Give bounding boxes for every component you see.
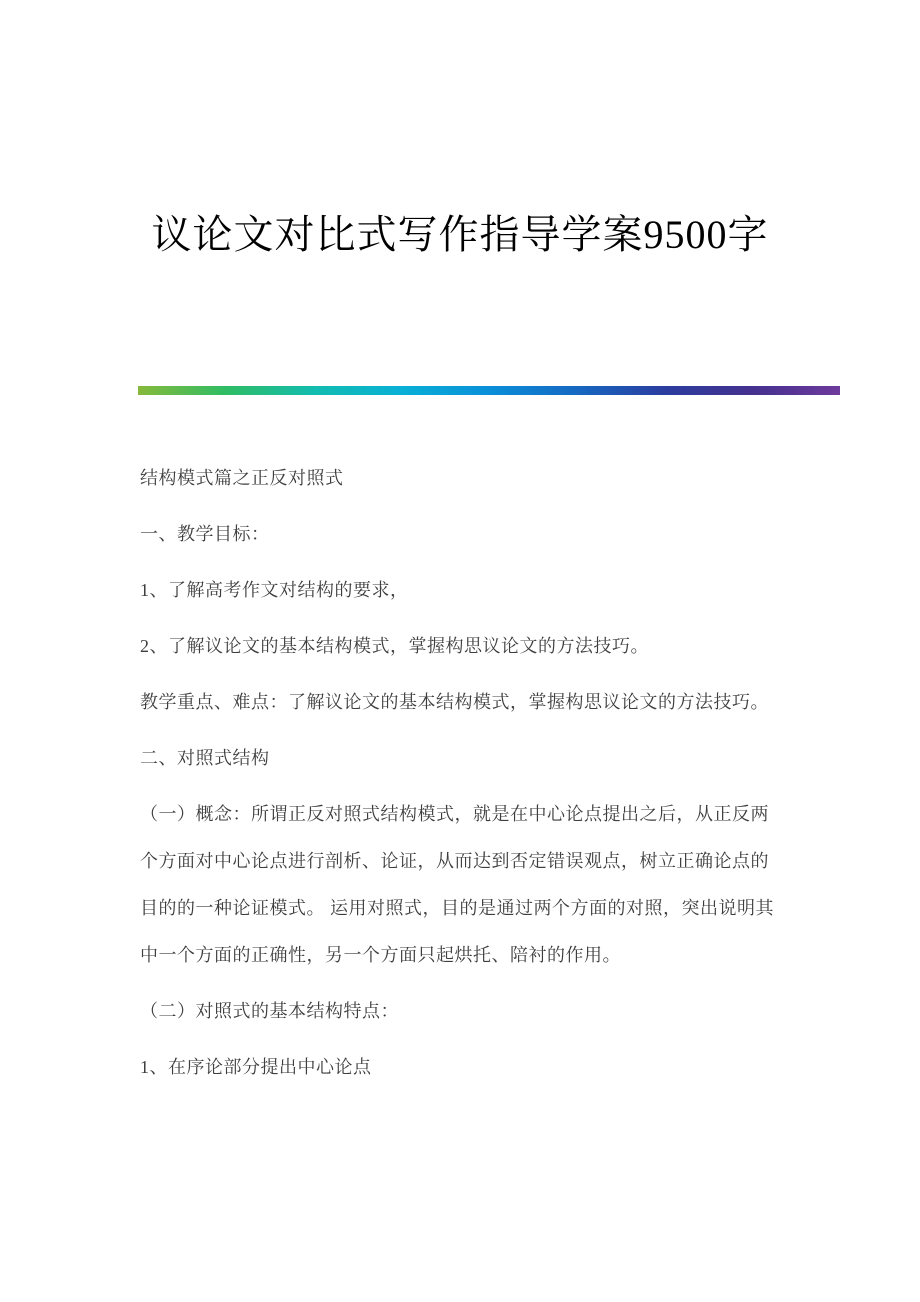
text-line: 2、了解议论文的基本结构模式，掌握构思议论文的方法技巧。 [140, 636, 649, 656]
text-line: 一、教学目标： [140, 524, 270, 544]
text-line: 二、对照式结构 [140, 748, 270, 768]
text-line: （二）对照式的基本结构特点： [140, 1001, 399, 1021]
paragraph [140, 988, 860, 1035]
text-line: 目的的一种论证模式。 运用对照式，目的是通过两个方面的对照，突出说明其 [140, 898, 774, 918]
gradient-divider [138, 386, 840, 395]
text-line: （一）概念：所谓正反对照式结构模式，就是在中心论点提出之后，从正反两 [140, 804, 769, 824]
text-line: 中一个方面的正确性，另一个方面只起烘托、陪衬的作用。 [140, 945, 621, 965]
text-line: 1、了解高考作文对结构的要求， [140, 580, 409, 600]
paragraph [140, 679, 860, 726]
paragraph [140, 567, 860, 614]
paragraph [140, 455, 860, 502]
text-line: 1、在序论部分提出中心论点 [140, 1057, 372, 1077]
page-title: 议论文对比式写作指导学案9500字 [151, 212, 769, 257]
text-line: 个方面对中心论点进行剖析、论证，从而达到否定错误观点，树立正确论点的 [140, 851, 769, 871]
paragraph [140, 735, 860, 782]
paragraph [140, 511, 860, 558]
paragraph [140, 791, 860, 979]
document-body [140, 455, 860, 1091]
paragraph [140, 623, 860, 670]
text-line: 教学重点、难点：了解议论文的基本结构模式，掌握构思议论文的方法技巧。 [140, 692, 769, 712]
paragraph [140, 1044, 860, 1091]
text-line: 结构模式篇之正反对照式 [140, 468, 344, 488]
